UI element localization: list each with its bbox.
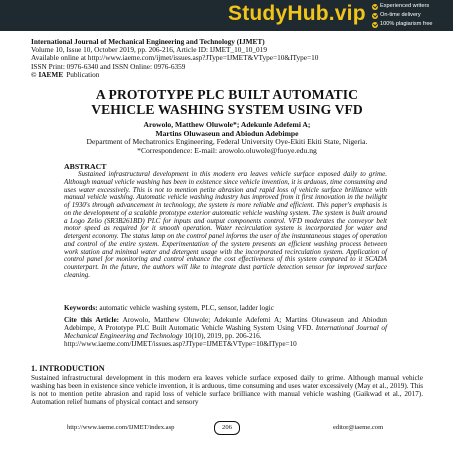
- page-footer: [31, 421, 423, 435]
- publisher-line: [31, 71, 431, 79]
- keywords: [64, 304, 387, 312]
- check-icon: [372, 22, 378, 28]
- badge-item: [372, 2, 452, 11]
- journal-issn: ISSN Print: 0976-6340 and ISSN Online: 0976-6359: [31, 61, 186, 71]
- abstract-heading: ABSTRACT: [64, 162, 107, 171]
- journal-header: [31, 38, 431, 79]
- citation: [64, 316, 387, 348]
- badge-label: On-time delivery: [380, 12, 421, 18]
- cite-details: 10(10), 2019, pp. 206-216.: [184, 332, 262, 340]
- badge-item: [372, 20, 452, 29]
- brand-suffix: .vip: [328, 2, 366, 25]
- check-icon: [372, 13, 378, 19]
- page-number: 206: [214, 421, 240, 435]
- cite-label: Cite this Article:: [64, 316, 120, 324]
- brand-name: StudyHub: [228, 2, 329, 25]
- author-block: [31, 121, 423, 155]
- journal-available[interactable]: Available online at http://www.iaeme.com/ijmet/issues.asp?JType=IJMET&VType=10&IType=10: [31, 53, 319, 63]
- intro-heading: 1. INTRODUCTION: [31, 364, 105, 373]
- abstract-text: Sustained infrastructural development in this modern era leaves vehicle surface exposed daily to grime. Although manual vehicle washing has been in existence since vehicle invention, it is arduous, time consuming and uses water excessively. This is not to mention petite abrasion and rapid loss of vehicle surface brilliance with manual vehicle washing. Automatic vehicle washing industry has improved from it first innovation in the twilight of 1930's through advancement in technology, the system is more reliable and efficient. This paper's emphasis is on the development of a scalable prototype exterior automatic vehicle washing system. The system is built around a Logo Zelio (SR3B261BD) PLC for inputs and output components control. VFD moderates the conveyor belt motor speed as required for it smooth operation. Water recirculation system is incorporated for water and detergent economy. The status lamp on the control panel informs the user of the instantaneous stages of operation and control of the entire system. Experimentation of the system presents an efficient washing process between work station and minimal water and detergent usage with the incorporated recirculation system. Application of control panel for monitoring and control enhance the cost effectiveness of this system compared to it SCADA counterpart. In the future, the authors will like to integrate dust particle detection sensor for improved surface cleaning.: [64, 170, 387, 279]
- author-affiliation: Department of Mechatronics Engineering, Federal University Oye-Ekiti Ekiti State, Nigeria.: [86, 137, 368, 147]
- footer-url[interactable]: http://www.iaeme.com/IJMET/index.asp: [67, 424, 175, 431]
- badge-item: [372, 11, 452, 20]
- journal-volume: Volume 10, Issue 10, October 2019, pp. 206-216, Article ID: IJMET_10_10_019: [31, 45, 267, 55]
- author-names: Arowolo, Matthew Oluwole*; Adekunle Adefemi A;: [143, 120, 311, 129]
- journal-name: International Journal of Mechanical Engineering and Technology (IJMET): [31, 37, 265, 46]
- keywords-text: automatic vehicle washing system, PLC, sensor, ladder logic: [99, 304, 274, 312]
- cite-journal: International Journal of Mechanical Engineering and Technology: [64, 324, 387, 340]
- badge-label: Experienced writers: [380, 3, 430, 9]
- paper-title-line: A PROTOTYPE PLC BUILT AUTOMATIC: [95, 87, 359, 102]
- footer-email[interactable]: editor@iaeme.com: [333, 424, 384, 431]
- copyright-icon: ©: [31, 69, 37, 79]
- promo-banner[interactable]: [0, 0, 453, 31]
- author-correspondence: *Correspondence: E-mail: arowolo.oluwole@fuoye.edu.ng: [137, 145, 317, 155]
- paper-title-line: VEHICLE WASHING SYSTEM USING VFD: [91, 102, 363, 117]
- cite-link[interactable]: http://www.iaeme.com/IJMET/issues.asp?JType=IJMET&VType=10&IType=10: [64, 340, 297, 348]
- check-icon: [372, 4, 378, 10]
- publisher-word: Publication: [66, 69, 100, 79]
- author-names: Martins Oluwaseun and Abiodun Adebimpe: [155, 128, 299, 138]
- brand-logo[interactable]: [228, 2, 366, 26]
- badge-label: 100% plagiarism free: [380, 21, 433, 27]
- publisher-name: IAEME: [38, 69, 64, 79]
- cite-text: Arowolo, Matthew Oluwole; Adekunle Adefemi A; Martins Oluwaseun and Abiodun Adebimpe, A Prototype PLC Built Automatic Vehicle Washing System Using VFD.: [64, 316, 387, 332]
- keywords-label: Keywords:: [64, 304, 98, 312]
- paper-title: [31, 87, 423, 117]
- feature-badges: [372, 2, 452, 29]
- intro-text: Sustained infrastructural development in this modern era leaves vehicle surface exposed daily to grime. Although manual vehicle washing has been in existence since vehicle invention, it is arduous, time consuming and uses water excessively (May et al., 2019). This is not to mention petite abrasion and rapid loss of vehicle surface brilliance with manual vehicle washing (Gaikwad et al., 2017). Automation relief humans of physical contact and sensory: [31, 374, 423, 407]
